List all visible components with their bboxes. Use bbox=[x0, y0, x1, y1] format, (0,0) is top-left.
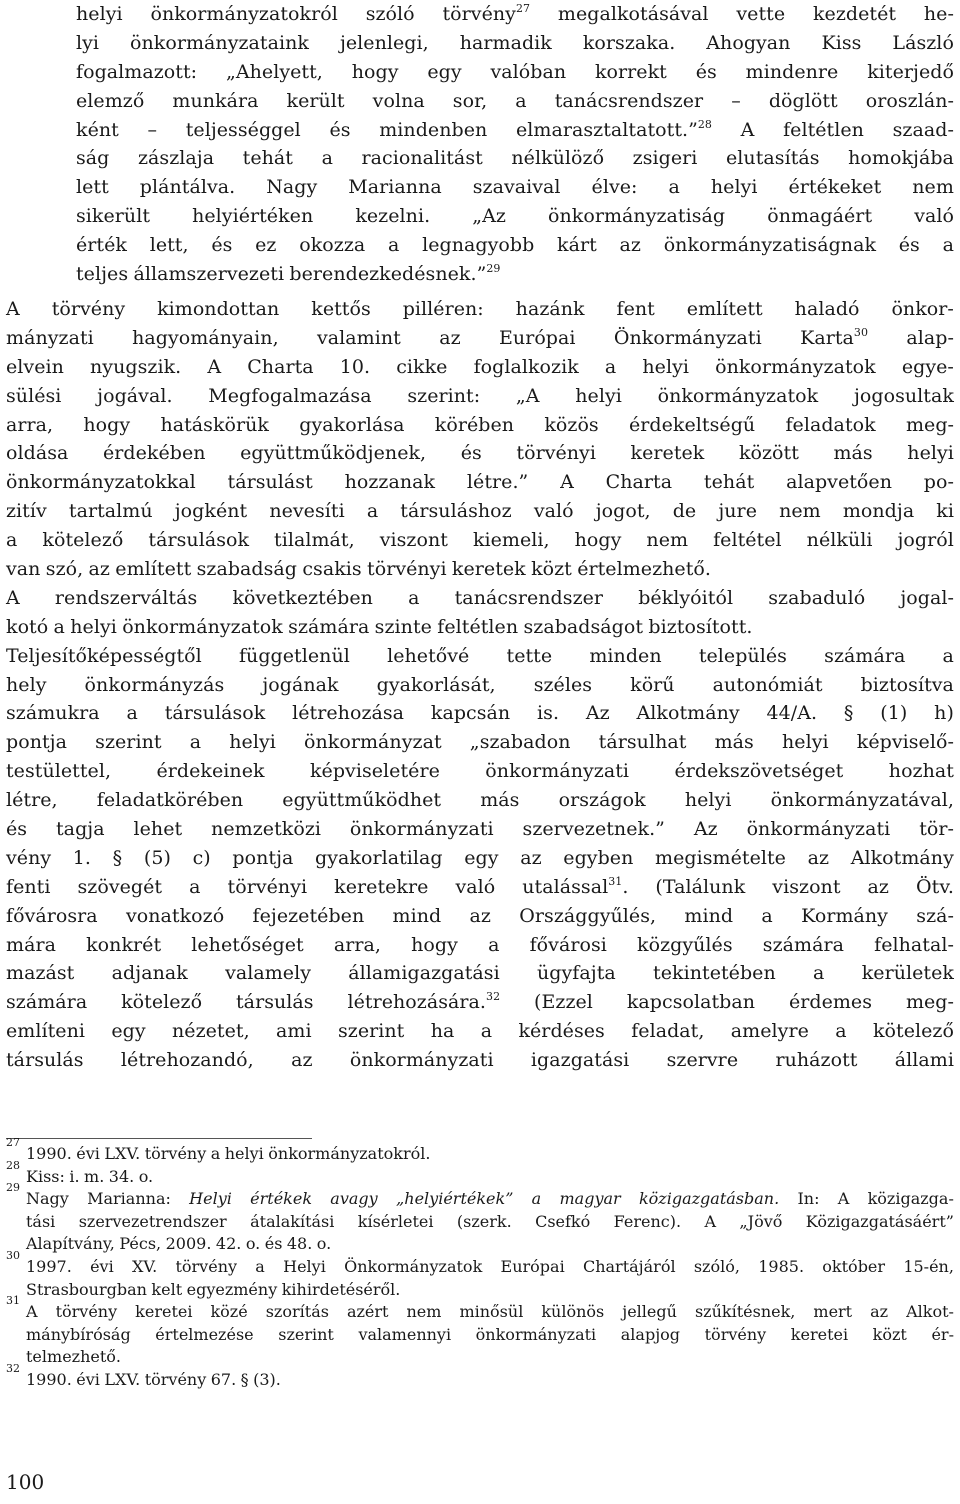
footnote-32 bbox=[6, 1361, 954, 1392]
footnote-number: 32 bbox=[6, 1361, 20, 1375]
footnote-reference: 30 bbox=[853, 325, 869, 339]
footnote-number: 27 bbox=[6, 1136, 20, 1149]
footnote-line: Strasbourgban kelt egyezmény kihirdetéséről. bbox=[26, 1279, 401, 1299]
footnote-line: 31 A törvény keretei közé szorítás azért nem minősül különös jellegű szűkítésnek, mert az Alkot- bbox=[6, 1301, 954, 1324]
footnote-reference: 32 bbox=[486, 990, 501, 1004]
body-line: van szó, az említett szabadság csakis törvényi keretek közt értelmezhető. bbox=[6, 558, 711, 581]
footnote-line: Alapítvány, Pécs, 2009. 42. o. és 48. o. bbox=[26, 1234, 332, 1254]
quote-line: helyi önkormányzatokról szóló törvény$^{27}$ megalkotásával vette kezdetét he- bbox=[76, 2, 954, 25]
footnote-line: tási szervezetrendszer átalakítási kísérletei (szerk. Csefkó Ferenc). A „Jövő Közigazgatásáért” bbox=[26, 1211, 954, 1231]
body-line: testülettel, érdekeinek képviseletére önkormányzati érdekszövetséget hozhat bbox=[6, 760, 954, 783]
body-line: mányzati hagyományain, valamint az Európai Önkormányzati Karta$^{30}$ alap- bbox=[6, 325, 954, 349]
footnote-number: 31 bbox=[6, 1294, 20, 1308]
body-line: mazást adjanak valamely államigazgatási ügyfajta tekintetében a kerületek bbox=[6, 962, 954, 985]
body-line: létre, feladatkörében együttműködhet más országok helyi önkormányzatával, bbox=[6, 789, 954, 812]
footnote-line: 29 Nagy Marianna: Helyi értékek avagy „helyiértékek” a magyar közigazgatásban. In: A közigazga- bbox=[6, 1188, 954, 1211]
body-line: A rendszerváltás következtében a tanácsrendszer béklyóitól szabaduló jogal- bbox=[6, 586, 954, 609]
footnote-line: 32 1990. évi LXV. törvény 67. § (3). bbox=[6, 1369, 954, 1392]
footnote-reference: 29 bbox=[486, 262, 501, 276]
body-line: pontja szerint a helyi önkormányzat „szabadon társulhat más helyi képviselő- bbox=[6, 731, 954, 754]
quote-line: fogalmazott: „Ahelyett, hogy egy valóban korrekt és mindenre kiterjedő bbox=[76, 60, 954, 83]
footnote-31 bbox=[6, 1294, 954, 1369]
quote-line: ként – teljességgel és mindenben elmarasztaltatott.”$^{28}$ A feltétlen szaad- bbox=[76, 117, 954, 141]
footnote-28 bbox=[6, 1158, 954, 1189]
footnotes bbox=[6, 1136, 954, 1392]
footnote-29 bbox=[6, 1181, 954, 1256]
footnote-reference: 31 bbox=[608, 874, 623, 888]
body-line: vény 1. § (5) c) pontja gyakorlatilag egy az egyben megismételte az Alkotmány bbox=[6, 846, 954, 869]
footnote-number: 28 bbox=[6, 1158, 20, 1172]
quote-line: érték lett, és ez okozza a legnagyobb kárt az önkormányzatiságnak és a bbox=[76, 234, 954, 257]
footnote-separator bbox=[6, 1138, 312, 1139]
footnote-line: telmezhető. bbox=[26, 1347, 122, 1367]
body-line: fenti szövegét a törvényi keretekre való utalással$^{31}$. (Találunk viszont az Ötv. bbox=[6, 874, 954, 898]
body-line: említeni egy nézetet, ami szerint ha a kérdéses feladat, amelyre a kötelező bbox=[6, 1020, 954, 1043]
body-line: kotó a helyi önkormányzatok számára szinte feltétlen szabadságot biztosított. bbox=[6, 615, 753, 638]
body-line: arra, hogy hatáskörük gyakorlása körében közös érdekeltségű feladatok meg- bbox=[6, 413, 954, 436]
body-line: zitív tartalmú jogként nevesíti a társuláshoz való jogot, de jure nem mondja ki bbox=[6, 500, 954, 523]
footnote-line: mánybíróság értelmezése szerint valamennyi önkormányzati alapjog törvény keretei közt ér- bbox=[26, 1324, 954, 1344]
quote-line: teljes államszervezeti berendezkedésnek.”$^{29}$ bbox=[76, 262, 501, 286]
body-line: a kötelező társulások tilalmát, viszont kiemeli, hogy nem feltétel nélküli jogról bbox=[6, 529, 954, 552]
body-line: fővárosra vonatkozó fejezetében mind az Országgyűlés, mind a Kormány szá- bbox=[6, 904, 954, 927]
body-line: számára kötelező társulás létrehozására.$^{32}$ (Ezzel kapcsolatban érdemes meg- bbox=[6, 990, 954, 1014]
body-paragraph bbox=[6, 295, 954, 1075]
footnote-number: 29 bbox=[6, 1181, 20, 1195]
body-line: Teljesítőképességtől függetlenül lehetővé tette minden település számára a bbox=[6, 644, 954, 667]
footnote-number: 30 bbox=[6, 1248, 20, 1262]
body-line: és tagja lehet nemzetközi önkormányzati szervezetnek.” Az önkormányzati tör- bbox=[6, 818, 954, 841]
body-line: társulás létrehozandó, az önkormányzati igazgatási szervre ruházott állami bbox=[6, 1049, 954, 1072]
body-line: számukra a társulások létrehozása kapcsán is. Az Alkotmány 44/A. § (1) h) bbox=[6, 702, 954, 725]
footnote-line: 30 1997. évi XV. törvény a Helyi Önkormányzatok Európai Chartájáról szóló, 1985. október 15-én, bbox=[6, 1256, 954, 1279]
quote-line: elemző munkára került volna sor, a tanácsrendszer – döglött oroszlán- bbox=[76, 89, 954, 112]
footnote-reference: 27 bbox=[515, 2, 531, 15]
footnote-27 bbox=[6, 1136, 954, 1166]
page-number: 100 bbox=[6, 1470, 45, 1494]
quote-line: lyi önkormányzataink jelenlegi, harmadik korszaka. Ahogyan Kiss László bbox=[76, 31, 954, 54]
footnote-line: 27 1990. évi LXV. törvény a helyi önkormányzatokról. bbox=[6, 1143, 954, 1166]
body-line: önkormányzatokkal társulást hozzanak létre.” A Charta tehát alapvetően po- bbox=[6, 471, 954, 494]
body-line: elvein nyugszik. A Charta 10. cikke foglalkozik a helyi önkormányzatok egye- bbox=[6, 355, 954, 378]
footnote-reference: 28 bbox=[697, 117, 712, 131]
footnote-30 bbox=[6, 1248, 954, 1301]
body-line: sülési jogával. Megfogalmazása szerint: „A helyi önkormányzatok jogosultak bbox=[6, 384, 954, 407]
indented-quote-paragraph bbox=[76, 0, 954, 289]
quote-line: ság zászlaja tehát a racionalitást nélkülöző zsigeri elutasítás homokjába bbox=[76, 147, 954, 170]
body-line: A törvény kimondottan kettős pilléren: hazánk fent említett haladó önkor- bbox=[6, 298, 954, 320]
body-line: oldása érdekében együttműködjenek, és törvényi keretek között más helyi bbox=[6, 442, 954, 465]
body-line: mára konkrét lehetőséget arra, hogy a fővárosi közgyűlés számára felhatal- bbox=[6, 933, 954, 956]
footnote-line: 28 Kiss: i. m. 34. o. bbox=[6, 1166, 954, 1189]
quote-line: sikerült helyiértéken kezelni. „Az önkormányzatiság önmagáért való bbox=[76, 205, 954, 228]
quote-line: lett plántálva. Nagy Marianna szavaival élve: a helyi értékeket nem bbox=[76, 176, 954, 199]
body-line: hely önkormányzás jogának gyakorlását, széles körű autonómiát biztosítva bbox=[6, 673, 954, 696]
